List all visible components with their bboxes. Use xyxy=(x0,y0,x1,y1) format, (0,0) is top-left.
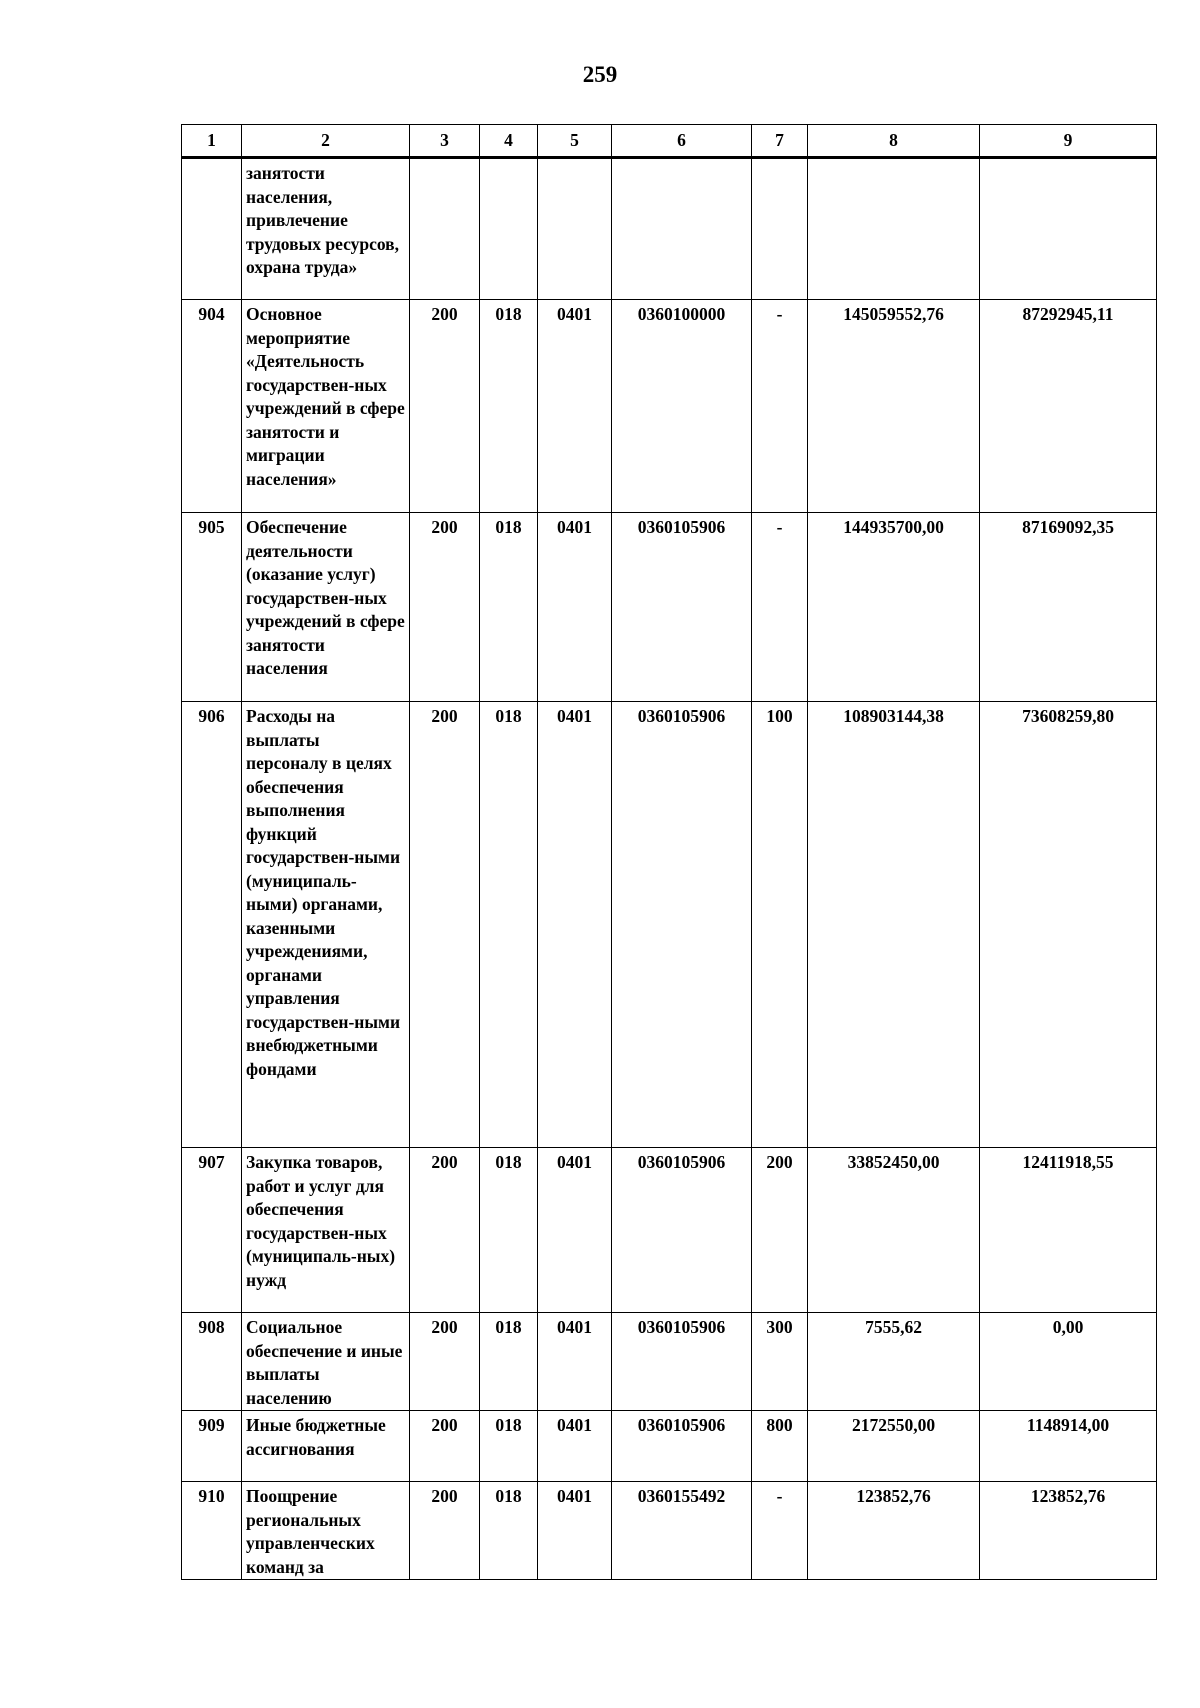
cell-col6: 0360105906 xyxy=(612,702,752,1148)
row-description: Обеспечение деятельности (оказание услуг) государствен-ных учреждений в сфере занятости населения xyxy=(242,513,410,702)
cell-col5: 0401 xyxy=(538,702,612,1148)
row-description: Поощрение региональных управленческих команд за xyxy=(242,1482,410,1580)
column-header-7: 7 xyxy=(752,125,808,158)
table-row xyxy=(182,513,1157,702)
cell-col3: 200 xyxy=(410,300,480,513)
cell-col7 xyxy=(752,158,808,300)
row-number: 905 xyxy=(182,513,242,702)
cell-col8: 123852,76 xyxy=(808,1482,980,1580)
table-row xyxy=(182,1411,1157,1482)
cell-col5: 0401 xyxy=(538,300,612,513)
cell-col3 xyxy=(410,158,480,300)
cell-col6 xyxy=(612,158,752,300)
table-row xyxy=(182,702,1157,1148)
row-number: 909 xyxy=(182,1411,242,1482)
row-number xyxy=(182,158,242,300)
cell-col9 xyxy=(980,158,1157,300)
cell-col3: 200 xyxy=(410,1411,480,1482)
cell-col3: 200 xyxy=(410,1482,480,1580)
cell-col7: 300 xyxy=(752,1313,808,1411)
cell-col7: 100 xyxy=(752,702,808,1148)
cell-col5: 0401 xyxy=(538,513,612,702)
page-number: 259 xyxy=(582,62,618,87)
cell-col4 xyxy=(480,158,538,300)
row-number: 904 xyxy=(182,300,242,513)
cell-col4: 018 xyxy=(480,1148,538,1313)
cell-col5: 0401 xyxy=(538,1411,612,1482)
cell-col9: 87292945,11 xyxy=(980,300,1157,513)
cell-col7: - xyxy=(752,1482,808,1580)
cell-col5: 0401 xyxy=(538,1482,612,1580)
cell-col4: 018 xyxy=(480,1313,538,1411)
budget-table xyxy=(181,124,1157,1580)
cell-col3: 200 xyxy=(410,1313,480,1411)
row-description: Расходы на выплаты персоналу в целях обеспечения выполнения функций государствен-ными (муниципаль-ными) органами, казенными учреждениями, органами управления государствен-ными внебюджетными фондами xyxy=(242,702,410,1148)
row-description: Социальное обеспечение и иные выплаты населению xyxy=(242,1313,410,1411)
cell-col7: 200 xyxy=(752,1148,808,1313)
column-header-1: 1 xyxy=(182,125,242,158)
table-row xyxy=(182,1482,1157,1580)
cell-col6: 0360105906 xyxy=(612,1411,752,1482)
cell-col8: 2172550,00 xyxy=(808,1411,980,1482)
cell-col5: 0401 xyxy=(538,1313,612,1411)
header-row xyxy=(182,125,1157,158)
column-header-2: 2 xyxy=(242,125,410,158)
column-header-6: 6 xyxy=(612,125,752,158)
cell-col6: 0360105906 xyxy=(612,1313,752,1411)
table-row xyxy=(182,158,1157,300)
cell-col6: 0360155492 xyxy=(612,1482,752,1580)
row-number: 906 xyxy=(182,702,242,1148)
table-row xyxy=(182,1148,1157,1313)
table-row xyxy=(182,300,1157,513)
cell-col6: 0360105906 xyxy=(612,1148,752,1313)
cell-col9: 12411918,55 xyxy=(980,1148,1157,1313)
column-header-9: 9 xyxy=(980,125,1157,158)
table-header xyxy=(182,125,1157,158)
cell-col4: 018 xyxy=(480,300,538,513)
cell-col7: 800 xyxy=(752,1411,808,1482)
row-description: Основное мероприятие «Деятельность государствен-ных учреждений в сфере занятости и миграции населения» xyxy=(242,300,410,513)
row-number: 907 xyxy=(182,1148,242,1313)
cell-col9: 1148914,00 xyxy=(980,1411,1157,1482)
cell-col6: 0360105906 xyxy=(612,513,752,702)
cell-col9: 0,00 xyxy=(980,1313,1157,1411)
cell-col4: 018 xyxy=(480,513,538,702)
cell-col4: 018 xyxy=(480,702,538,1148)
cell-col8: 7555,62 xyxy=(808,1313,980,1411)
cell-col6: 0360100000 xyxy=(612,300,752,513)
cell-col8: 108903144,38 xyxy=(808,702,980,1148)
cell-col3: 200 xyxy=(410,513,480,702)
cell-col8: 33852450,00 xyxy=(808,1148,980,1313)
cell-col7: - xyxy=(752,513,808,702)
cell-col5 xyxy=(538,158,612,300)
column-header-8: 8 xyxy=(808,125,980,158)
cell-col3: 200 xyxy=(410,1148,480,1313)
column-header-3: 3 xyxy=(410,125,480,158)
cell-col7: - xyxy=(752,300,808,513)
cell-col8: 145059552,76 xyxy=(808,300,980,513)
cell-col9: 123852,76 xyxy=(980,1482,1157,1580)
table-body xyxy=(182,158,1157,1580)
row-description: занятости населения, привлечение трудовых ресурсов, охрана труда» xyxy=(242,158,410,300)
cell-col5: 0401 xyxy=(538,1148,612,1313)
cell-col9: 73608259,80 xyxy=(980,702,1157,1148)
cell-col3: 200 xyxy=(410,702,480,1148)
cell-col8 xyxy=(808,158,980,300)
row-description: Закупка товаров, работ и услуг для обеспечения государствен-ных (муниципаль-ных) нужд xyxy=(242,1148,410,1313)
row-number: 910 xyxy=(182,1482,242,1580)
cell-col8: 144935700,00 xyxy=(808,513,980,702)
column-header-5: 5 xyxy=(538,125,612,158)
column-header-4: 4 xyxy=(480,125,538,158)
row-description: Иные бюджетные ассигнования xyxy=(242,1411,410,1482)
cell-col4: 018 xyxy=(480,1411,538,1482)
cell-col4: 018 xyxy=(480,1482,538,1580)
cell-col9: 87169092,35 xyxy=(980,513,1157,702)
row-number: 908 xyxy=(182,1313,242,1411)
table-row xyxy=(182,1313,1157,1411)
